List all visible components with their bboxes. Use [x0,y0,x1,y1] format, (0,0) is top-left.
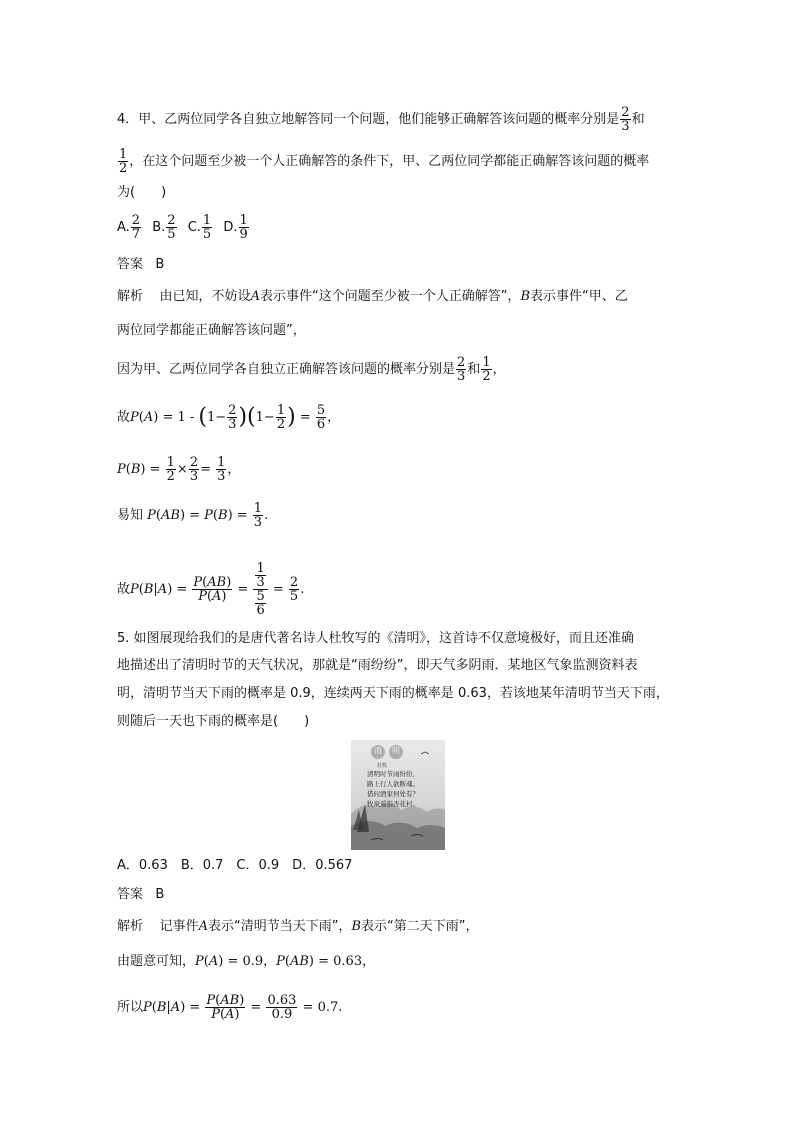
q4-and: 和 [631,112,645,127]
q5-stem-line1 [117,630,634,648]
formula-p-b: P(B) = $\frac{1}{2}$ × $\frac{2}{3}$ = $\frac{1}{3}$ ， [117,455,241,484]
analysis-text: 因为甲、乙两位同学各自独立正确解答该问题的概率分别是 [117,362,456,377]
q5-stem-line2 [117,657,637,675]
q5-stem-text: 则随后一天也下雨的概率是( ) [117,714,310,729]
q4-analysis-line1: 解析 由已知，不妨设A表示事件“这个问题至少被一个人正确解答”，B表示事件“甲、乙 [117,289,628,304]
analysis-text: 表示“清明节当天下雨”， [207,919,352,934]
answer-label: 答案 [117,887,144,902]
q5-answer [117,886,164,904]
q4-option-a-label: A. [117,220,130,235]
q4-option-c-label: C. [187,220,201,235]
poem-title-char: 明 [392,746,400,755]
q4-option-b-label: B. [152,220,166,235]
formula-p-b-given-a: 故P(B|A) = $\frac{P(AB)}{P(A)}$ = $\frac{\frac{1}{3}}{\frac{5}{6}}$ = $\frac{2}{5}$ . [117,561,305,618]
q5-stem-text: 明，清明节当天下雨的概率是 0.9，连续两天下雨的概率是 0.63，若该地某年清明节当天下雨， [117,686,669,701]
answer-label: 答案 [117,257,144,272]
option-c-value: $\frac{1}{5}$ [202,213,212,242]
analysis-text: 由已知，不妨设 [159,289,251,304]
analysis-text: 表示事件“甲、乙 [530,289,628,304]
q4-stem-text2: ，在这个问题至少被一个人正确解答的条件下，甲、乙两位同学都能正确解答该问题的概率 [129,154,650,169]
analysis-label: 解析 [117,289,144,304]
answer-value: B [155,887,165,902]
fraction-1-2: $\frac{1}{2}$ [119,147,128,176]
formula-p-ab: 易知 P(AB) = P(B) = $\frac{1}{3}$ . [117,501,269,530]
q4-answer [117,256,164,274]
poem-author: 杜牧 [377,763,388,769]
q5-options [117,857,352,875]
poem-line: 清明时节雨纷纷， [367,770,419,778]
q4-option-d-label: D. [223,220,238,235]
poem-line: 牧童遥指杏花村。 [367,800,419,808]
so-text: 故 [117,410,131,425]
q4-stem-line2 [117,148,649,175]
q4-stem-line1 [117,106,645,133]
q5-options-text: A．0.63 B．0.7 C．0.9 D．0.567 [117,858,353,873]
q4-stem-text3: 为( ) [117,185,167,200]
option-a-value: $\frac{2}{7}$ [131,213,141,242]
q5-stem-line4 [117,713,309,731]
qingming-poem-image [351,740,445,850]
option-b-value: $\frac{2}{5}$ [167,213,176,242]
q4-because-line: 因为甲、乙两位同学各自独立正确解答该问题的概率分别是 $\frac{2}{3}$ 和 $\frac{1}{2}$ ， [117,355,506,384]
analysis-text: 表示事件“这个问题至少被一个人正确解答”， [259,289,521,304]
and-text: 和 [467,362,481,377]
therefore-text: 所以 [117,1000,144,1015]
q4-analysis-line2 [117,322,306,340]
q4-stem-text1: 4．甲、乙两位同学各自独立地解答同一个问题，他们能够正确解答该问题的概率分别是 [117,112,620,127]
q5-stem-text: 地描述出了清明时节的天气状况，那就是“雨纷纷”，即天气多阴雨．某地区气象监测资料表 [117,658,638,673]
analysis-label: 解析 [117,919,144,934]
q4-options [117,214,250,241]
fraction-2-3: $\frac{2}{3}$ [621,105,630,134]
q5-therefore-line: 所以P(B|A) = $\frac{P(AB)}{P(A)}$ = $\frac{0.63}{0.9}$ = 0.7. [117,993,343,1022]
analysis-text: 记事件 [159,919,199,934]
q4-stem-line3 [117,184,166,202]
easy-text: 易知 [117,508,144,523]
poem-line: 借问酒家何处有？ [367,790,419,798]
poem-title-char: 清 [374,746,382,755]
formula-p-a: 故P(A) = 1 - (1− $\frac{2}{3}$ )(1− $\frac{1}{2}$ ) = $\frac{5}{6}$ ， [117,403,341,432]
analysis-text: 两位同学都能正确解答该问题”， [117,323,306,338]
fraction-2-3: $\frac{2}{3}$ [457,355,466,384]
analysis-text: 表示“第二天下雨”， [361,919,479,934]
q5-stem-line3 [117,685,669,703]
q5-analysis-line1: 解析 记事件A表示“清明节当天下雨”，B表示“第二天下雨”， [117,919,479,934]
so-text: 故 [117,582,131,597]
poem-line: 路上行人欲断魂。 [367,780,419,788]
given-text: 由题意可知， [117,954,196,969]
q5-given-line: 由题意可知，P(A) = 0.9，P(AB) = 0.63， [117,954,376,969]
answer-value: B [155,257,165,272]
fraction-1-2: $\frac{1}{2}$ [482,355,491,384]
q5-stem-text: 5. 如图展现给我们的是唐代著名诗人杜牧写的《清明》，这首诗不仅意境极好，而且还准确 [117,631,635,646]
option-d-value: $\frac{1}{9}$ [239,213,248,242]
